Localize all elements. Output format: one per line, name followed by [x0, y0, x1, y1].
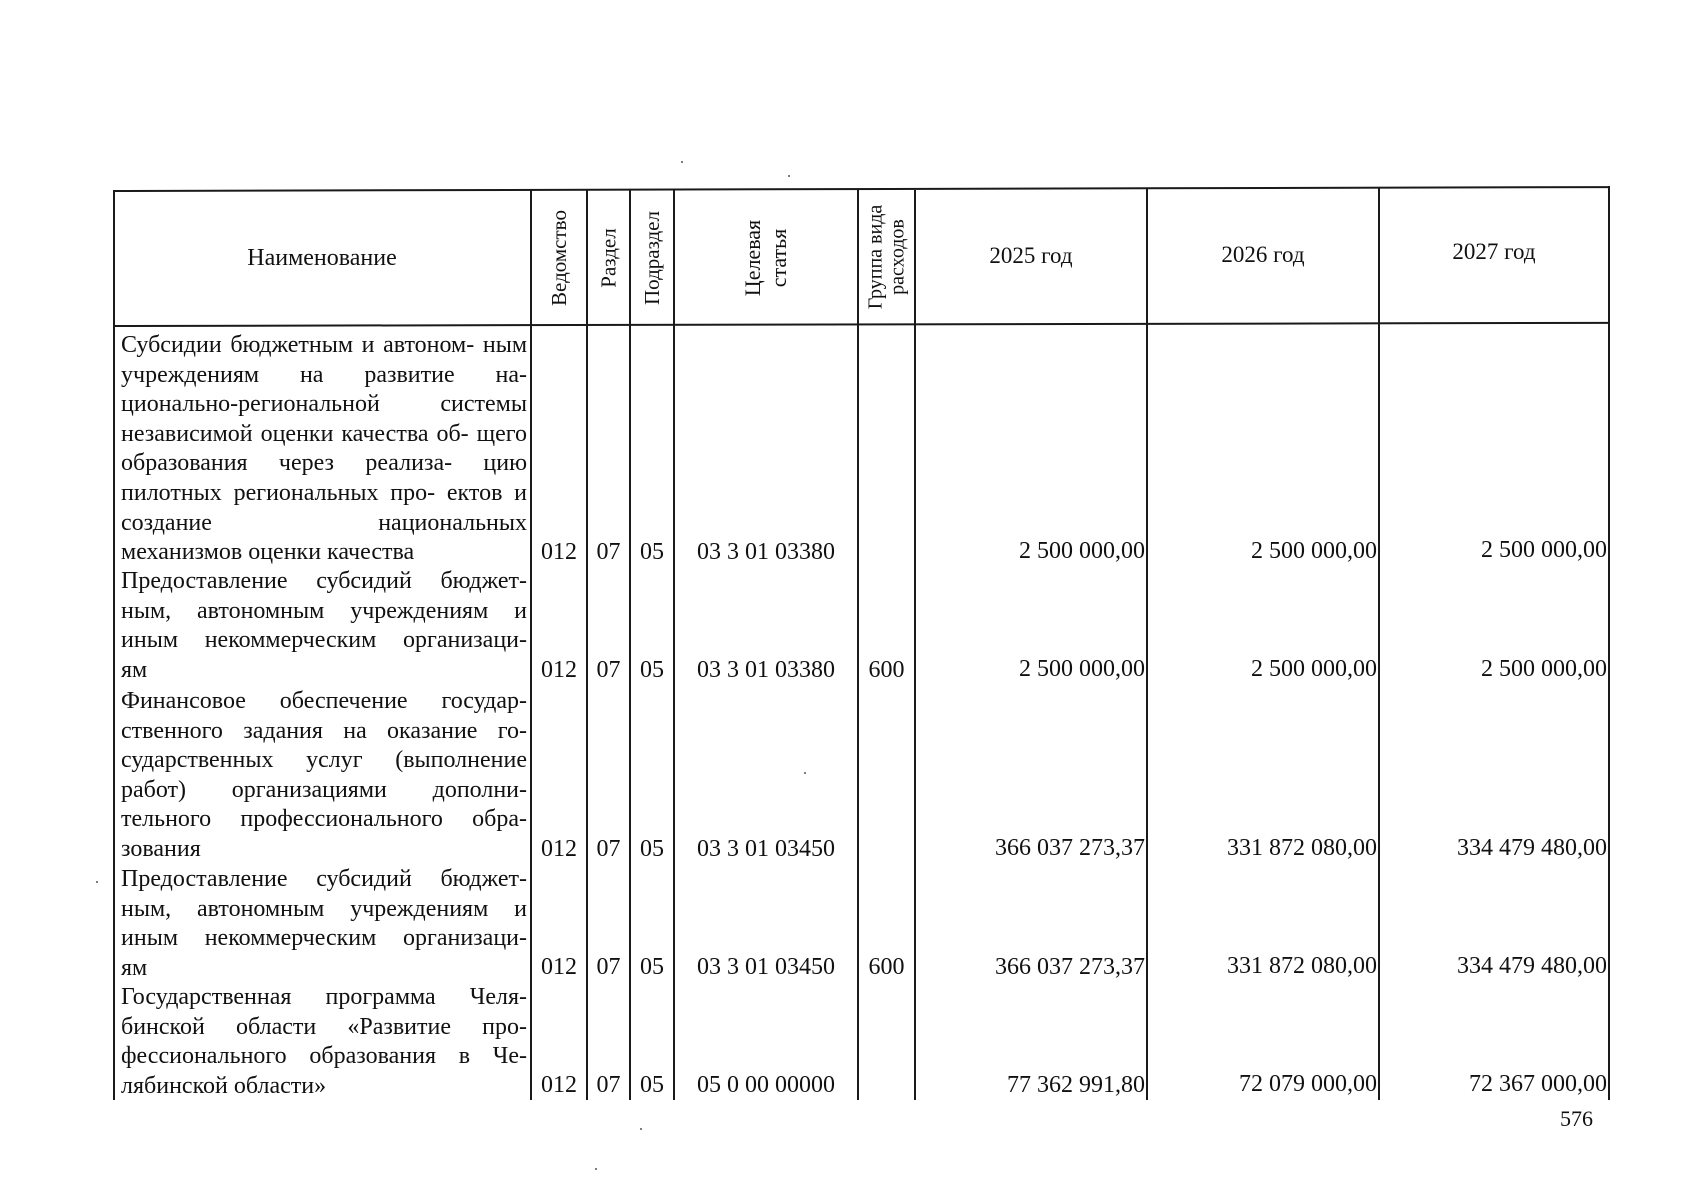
row-1-name-line: ционально-региональной системы [121, 391, 527, 418]
row-3-2025: 366 037 273,37 [995, 835, 1145, 861]
row-2-2026: 2 500 000,00 [1251, 656, 1377, 682]
row-1-name-line: цию пилотных региональных про- [121, 450, 528, 506]
scan-speck [96, 881, 98, 883]
row-2-2025: 2 500 000,00 [1019, 656, 1145, 682]
row-2-subsection: 05 [640, 657, 664, 683]
header-department-cell [532, 192, 586, 324]
row-2-target: 03 3 01 03380 [697, 657, 835, 683]
header-group [865, 205, 909, 310]
row-2-name-line: иным некоммерческим организаци- [121, 627, 527, 654]
row-4-name-line: ям [121, 954, 148, 981]
row-4-2026: 331 872 080,00 [1227, 953, 1377, 979]
row-5-name-line: бинской области «Развитие про- [121, 1013, 527, 1040]
row-5-department: 012 [541, 1072, 577, 1098]
row-4-name-line: ным, автономным учреждениям и [121, 895, 527, 922]
row-1-name-line: ектов и создание национальных [121, 479, 528, 536]
row-2-name-line: ям [121, 656, 148, 683]
header-group-line2: расходов [886, 219, 909, 295]
scan-speck [681, 161, 683, 163]
row-3-name-line: зования [121, 835, 201, 862]
scan-speck [788, 175, 790, 177]
row-2-section: 07 [596, 657, 621, 683]
header-target [740, 220, 792, 296]
row-1-section: 07 [596, 539, 621, 565]
row-3-subsection: 05 [640, 836, 664, 862]
row-4-target: 03 3 01 03450 [697, 954, 835, 980]
header-group-cell [859, 190, 914, 324]
header-subsection-cell [631, 192, 673, 324]
row-4-group: 600 [868, 954, 905, 980]
header-name: Наименование [247, 245, 397, 271]
row-5-target: 05 0 00 00000 [697, 1072, 835, 1098]
row-3-name-line: сударственных услуг (выполнение [121, 747, 527, 774]
row-5-subsection: 05 [640, 1072, 664, 1098]
scan-speck [804, 772, 806, 774]
header-year-2027: 2027 год [1452, 239, 1536, 264]
row-1-name-line: ным учреждениям на развитие на- [121, 332, 527, 388]
row-4-subsection: 05 [640, 954, 664, 980]
row-5-section: 07 [596, 1072, 621, 1098]
header-target-line2: статья [765, 228, 791, 288]
row-4-2025: 366 037 273,37 [995, 954, 1145, 980]
row-1-2026: 2 500 000,00 [1251, 538, 1377, 564]
table-left-border [113, 190, 115, 1100]
row-5-2027: 72 367 000,00 [1469, 1071, 1607, 1097]
table-right-border [1608, 186, 1610, 1100]
header-year-2026: 2026 год [1221, 242, 1305, 267]
row-3-section: 07 [596, 836, 621, 862]
row-5-name-line: Государственная программа Челя- [121, 984, 527, 1010]
row-4-2027: 334 479 480,00 [1457, 953, 1607, 979]
row-1-2027: 2 500 000,00 [1481, 537, 1607, 563]
header-target-cell [675, 192, 857, 324]
row-4-section: 07 [596, 954, 621, 980]
row-5-2025: 77 362 991,80 [1007, 1072, 1145, 1098]
row-1-subsection: 05 [640, 539, 664, 565]
row-5-name-line: лябинской области» [121, 1072, 327, 1099]
header-department: Ведомство [547, 210, 571, 306]
page-number: 576 [1560, 1106, 1593, 1131]
row-4-name-line: Предоставление субсидий бюджет- [121, 866, 527, 892]
row-5-name [121, 983, 527, 1101]
header-group-line1: Группа вида [864, 204, 887, 310]
row-4-department: 012 [541, 954, 577, 980]
row-3-name-line: работ) организациями дополни- [121, 776, 527, 803]
header-target-line1: Целевая [739, 219, 765, 297]
row-2-name-line: ным, автономным учреждениям и [121, 597, 527, 624]
row-1-2025: 2 500 000,00 [1019, 538, 1145, 564]
row-2-group: 600 [868, 657, 905, 683]
row-1-name-line: Субсидии бюджетным и автоном- [121, 332, 475, 358]
row-1-name-line: щего образования через реализа- [121, 420, 527, 477]
row-3-department: 012 [541, 836, 577, 862]
row-3-2026: 331 872 080,00 [1227, 835, 1377, 861]
row-1-target: 03 3 01 03380 [697, 539, 835, 565]
row-3-name-line: тельного профессионального обра- [121, 806, 527, 833]
row-3-name [121, 687, 527, 865]
row-5-2026: 72 079 000,00 [1239, 1071, 1377, 1097]
row-3-name-line: ственного задания на оказание го- [121, 717, 527, 744]
row-1-name [121, 331, 527, 568]
row-4-name [121, 865, 527, 983]
header-section: Раздел [596, 228, 621, 288]
scan-speck [640, 1128, 642, 1130]
row-2-name-line: Предоставление субсидий бюджет- [121, 568, 527, 594]
row-2-department: 012 [541, 657, 577, 683]
row-2-2027: 2 500 000,00 [1481, 656, 1607, 682]
row-4-name-line: иным некоммерческим организаци- [121, 925, 527, 952]
row-5-name-line: фессионального образования в Че- [121, 1043, 527, 1070]
header-subsection: Подраздел [640, 211, 664, 305]
row-1-name-line: независимой оценки качества об- [121, 420, 469, 447]
row-2-name [121, 567, 527, 685]
header-section-cell [588, 192, 629, 324]
row-3-2027: 334 479 480,00 [1457, 835, 1607, 861]
row-3-name-line: Финансовое обеспечение государ- [121, 688, 527, 714]
row-3-target: 03 3 01 03450 [697, 836, 835, 862]
row-1-name-line: механизмов оценки качества [121, 539, 415, 566]
row-1-department: 012 [541, 539, 577, 565]
scan-speck [595, 1168, 597, 1170]
header-year-2025: 2025 год [989, 243, 1073, 268]
